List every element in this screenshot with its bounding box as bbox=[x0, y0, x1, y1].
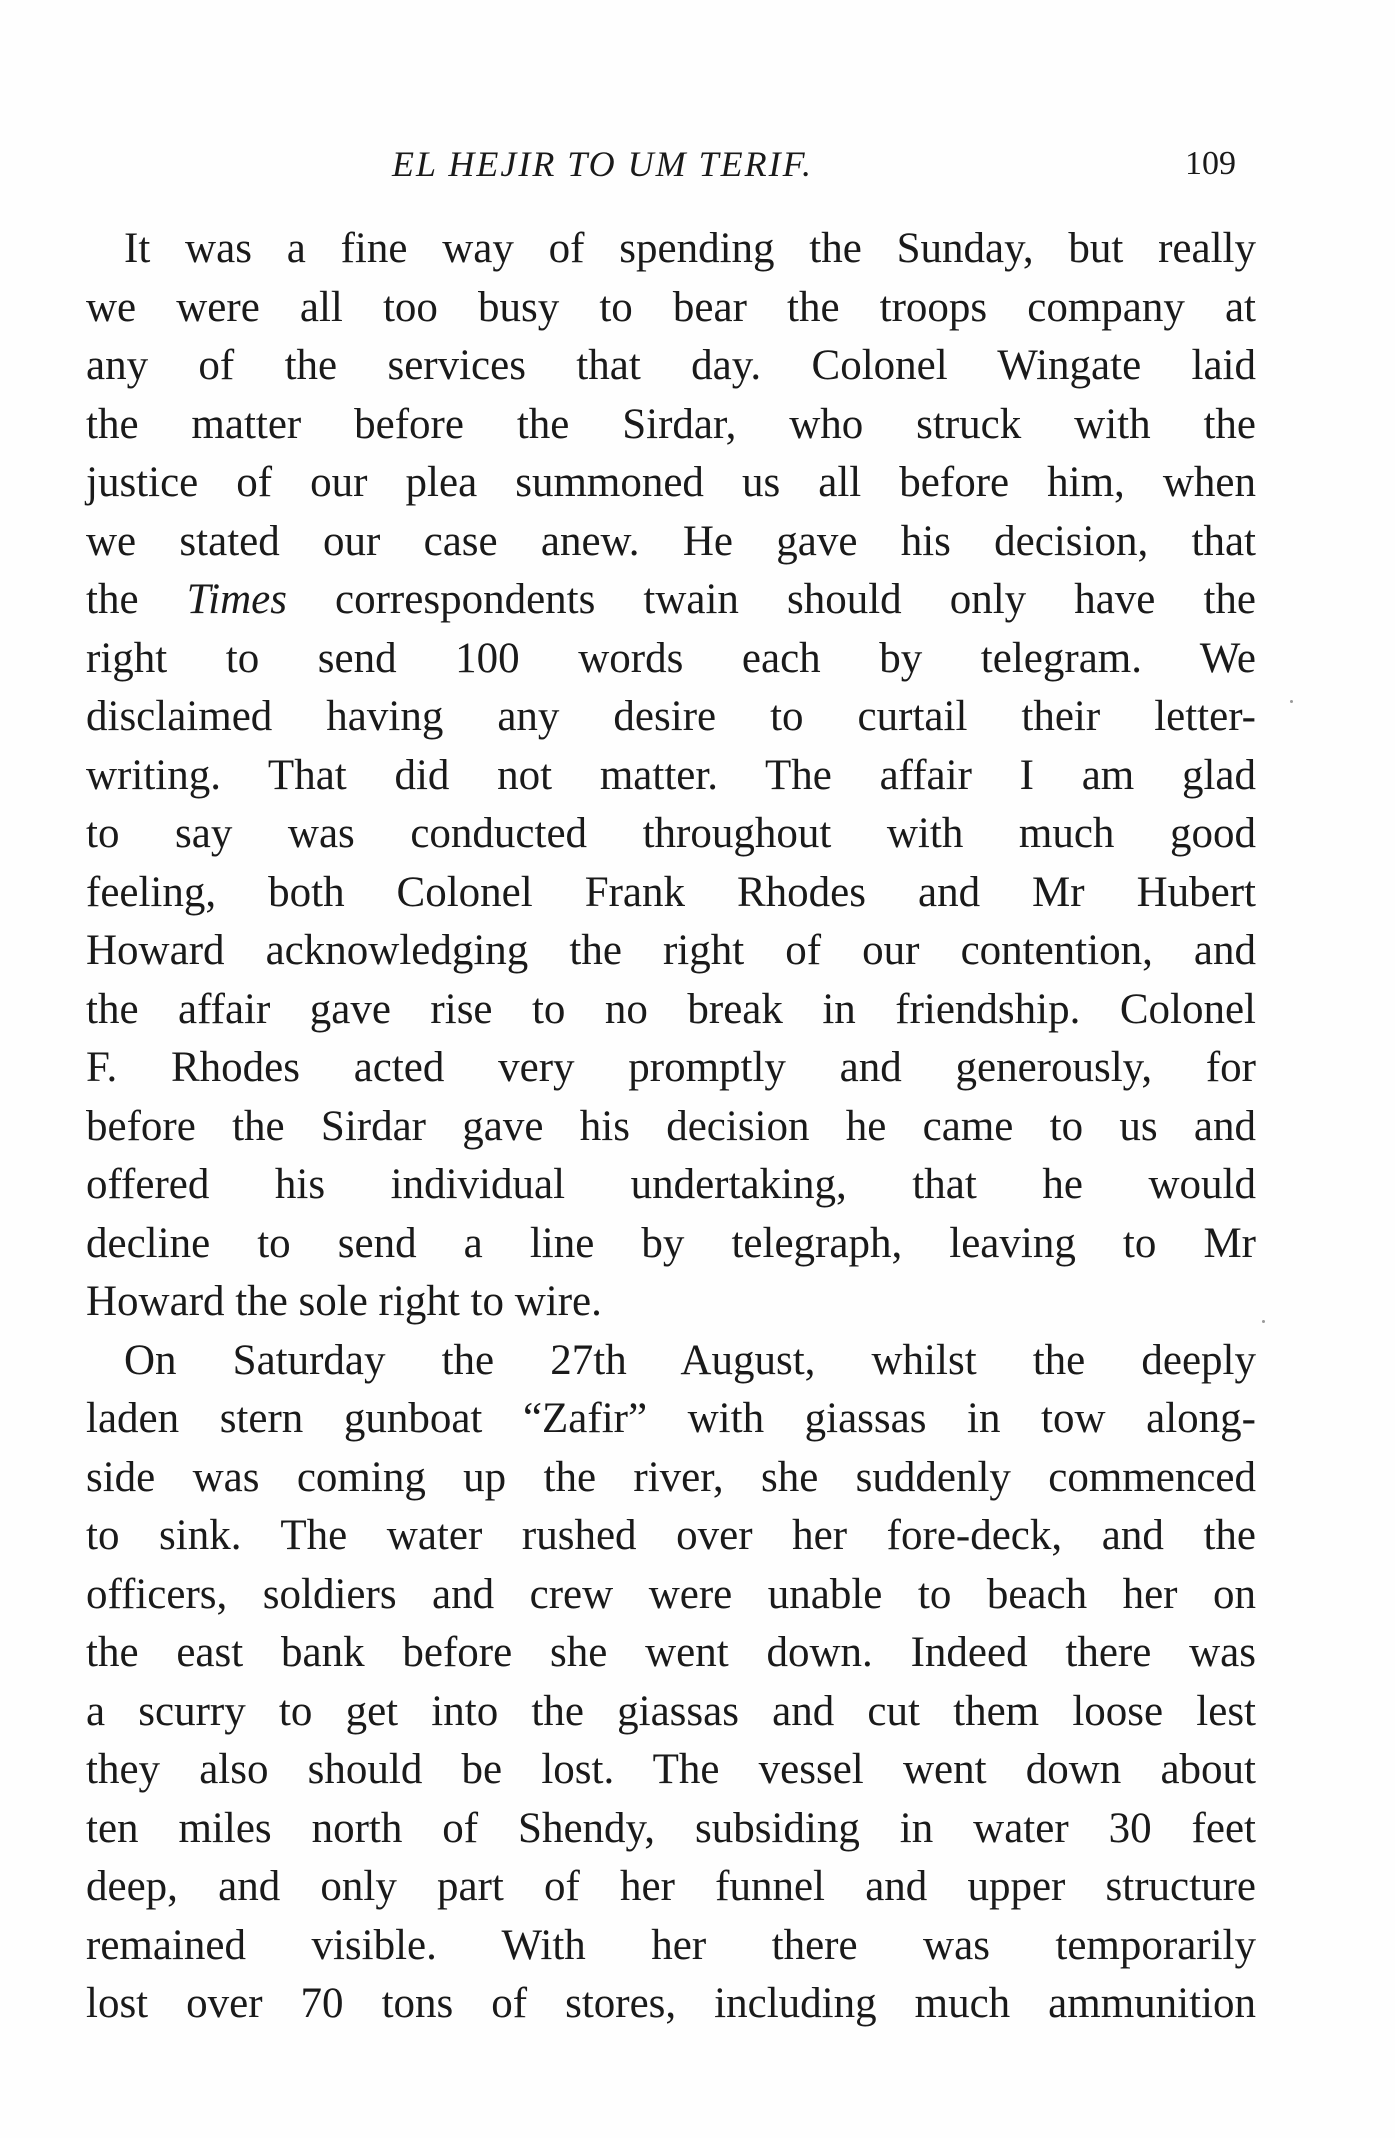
text-line: remained visible. With her there was temporarily bbox=[86, 1921, 1256, 1969]
text-line: Howard the sole right to wire. bbox=[86, 1278, 602, 1325]
text-line: they also should be lost. The vessel went down about bbox=[86, 1746, 1256, 1793]
body-text bbox=[86, 220, 1256, 2034]
text-line: the affair gave rise to no break in friendship. Colonel bbox=[86, 985, 1256, 1033]
text-line: F. Rhodes acted very promptly and generously, for bbox=[86, 1044, 1256, 1091]
text-segment: correspondents twain should only have the bbox=[286, 576, 1256, 623]
running-head: EL HEJIR TO UM TERIF. bbox=[392, 144, 814, 184]
text-line: a scurry to get into the giassas and cut them loose lest bbox=[86, 1687, 1256, 1735]
text-line: we stated our case anew. He gave his decision, that bbox=[86, 517, 1256, 565]
text-line: Howard acknowledging the right of our contention, and bbox=[86, 927, 1256, 974]
text-segment: the bbox=[86, 576, 187, 623]
text-line: justice of our plea summoned us all before him, when bbox=[86, 459, 1256, 506]
text-line: feeling, both Colonel Frank Rhodes and Mr Hubert bbox=[86, 868, 1256, 916]
text-line: deep, and only part of her funnel and upper structure bbox=[86, 1863, 1256, 1910]
text-line: the east bank before she went down. Indeed there was bbox=[86, 1629, 1256, 1676]
text-line: officers, soldiers and crew were unable to beach her on bbox=[86, 1570, 1256, 1618]
text-line: On Saturday the 27th August, whilst the deeply bbox=[124, 1336, 1256, 1384]
text-line: the matter before the Sirdar, who struck with the bbox=[86, 400, 1256, 448]
text-line: to say was conducted throughout with much good bbox=[86, 810, 1256, 857]
text-line: side was coming up the river, she suddenly commenced bbox=[86, 1453, 1256, 1501]
text-line: It was a fine way of spending the Sunday, but really bbox=[124, 225, 1256, 272]
text-line: right to send 100 words each by telegram. We bbox=[86, 634, 1256, 682]
text-line: laden stern gunboat “Zafir” with giassas in tow along- bbox=[86, 1395, 1256, 1442]
paper-speck bbox=[1262, 1320, 1265, 1323]
italic-title: Times bbox=[186, 576, 287, 623]
page-number: 109 bbox=[1185, 145, 1236, 182]
text-line: to sink. The water rushed over her fore-deck, and the bbox=[86, 1512, 1256, 1559]
text-line: lost over 70 tons of stores, including much ammunition bbox=[86, 1980, 1256, 2027]
text-line: disclaimed having any desire to curtail their letter- bbox=[86, 693, 1256, 740]
paper-speck bbox=[1290, 700, 1293, 703]
text-line: before the Sirdar gave his decision he came to us and bbox=[86, 1102, 1256, 1150]
text-line: offered his individual undertaking, that he would bbox=[86, 1161, 1256, 1208]
text-line: any of the services that day. Colonel Wingate laid bbox=[86, 342, 1256, 389]
text-line bbox=[86, 571, 1256, 630]
text-line: writing. That did not matter. The affair I am glad bbox=[86, 751, 1256, 799]
text-line: decline to send a line by telegraph, leaving to Mr bbox=[86, 1219, 1256, 1267]
text-line: we were all too busy to bear the troops company at bbox=[86, 283, 1256, 331]
text-line: ten miles north of Shendy, subsiding in water 30 feet bbox=[86, 1804, 1256, 1852]
